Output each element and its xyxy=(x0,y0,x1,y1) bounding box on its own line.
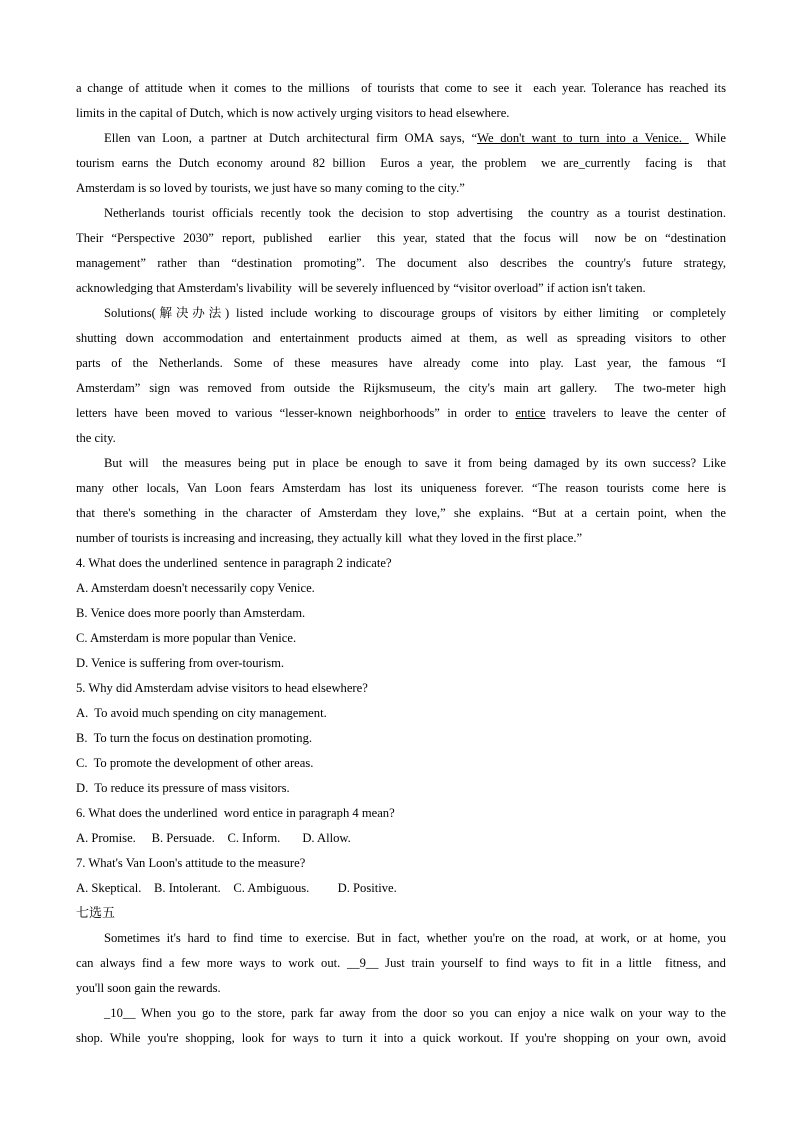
text-segment: Their “Perspective 2030” report, published earlier this year, stated that the focus will now be on “destination xyxy=(76,231,726,245)
text-segment: A. To avoid much spending on city management. xyxy=(76,706,327,720)
text-line xyxy=(76,829,726,854)
text-line xyxy=(76,129,726,154)
text-line xyxy=(76,1004,726,1029)
underlined-text: entice xyxy=(515,406,546,420)
text-line xyxy=(76,1029,726,1054)
text-line xyxy=(76,304,726,329)
text-segment: shutting down accommodation and entertainment products aimed at them, as well as spreading visitors to other xyxy=(76,331,726,345)
underlined-text: We don't want to turn into a Venice. xyxy=(477,131,689,145)
document-page xyxy=(76,79,726,1054)
text-segment: the city. xyxy=(76,431,116,445)
text-segment: parts of the Netherlands. Some of these measures have already come into play. Last year, the famous “I xyxy=(76,356,726,370)
text-line xyxy=(76,229,726,254)
text-line xyxy=(76,379,726,404)
text-line xyxy=(76,654,726,679)
text-line xyxy=(76,629,726,654)
text-segment: management” rather than “destination promoting”. The document also describes the country's future strategy, xyxy=(76,256,726,270)
text-segment: Amsterdam” sign was removed from outside the Rijksmuseum, the city's main art gallery. The two-meter high xyxy=(76,381,726,395)
text-line xyxy=(76,279,726,304)
section-heading xyxy=(76,904,726,929)
text-segment: D. Venice is suffering from over-tourism. xyxy=(76,656,285,670)
text-line xyxy=(76,504,726,529)
text-segment: limits in the capital of Dutch, which is now actively urging visitors to head elsewhere. xyxy=(76,106,510,120)
text-segment: tourism earns the Dutch economy around 82 billion Euros a year, the problem we are_currently facing is that xyxy=(76,156,726,170)
text-segment: you'll soon gain the rewards. xyxy=(76,981,221,995)
text-segment: While xyxy=(688,131,726,145)
text-segment: B. To turn the focus on destination promoting. xyxy=(76,731,313,745)
text-segment: 5. Why did Amsterdam advise visitors to head elsewhere? xyxy=(76,681,368,695)
text-segment: travelers to leave the center of xyxy=(545,406,726,420)
text-segment: many other locals, Van Loon fears Amsterdam has lost its uniqueness forever. “The reason tourists come here is xyxy=(76,481,726,495)
text-line xyxy=(76,204,726,229)
text-line xyxy=(76,579,726,604)
text-segment: that there's something in the character of Amsterdam they love,” she explains. “But at a certain point, when the xyxy=(76,506,726,520)
text-line xyxy=(76,954,726,979)
text-line xyxy=(76,979,726,1004)
text-line xyxy=(76,254,726,279)
text-line xyxy=(76,804,726,829)
text-segment: A. Skeptical. B. Intolerant. C. Ambiguous. D. Positive. xyxy=(76,881,397,895)
text-segment: a change of attitude when it comes to the millions of tourists that come to see it each year. Tolerance has reached its xyxy=(76,81,726,95)
text-line xyxy=(76,604,726,629)
text-line xyxy=(76,779,726,804)
text-segment: 4. What does the underlined sentence in paragraph 2 indicate? xyxy=(76,556,392,570)
text-line xyxy=(76,479,726,504)
text-segment: Ellen van Loon, a partner at Dutch architectural firm OMA says, “ xyxy=(104,131,478,145)
text-segment: can always find a few more ways to work out. xyxy=(76,956,347,970)
text-line xyxy=(76,179,726,204)
text-segment: Sometimes it's hard to find time to exercise. But in fact, whether you're on the road, at work, or at home, you xyxy=(104,931,726,945)
text-segment: 6. What does the underlined word entice in paragraph 4 mean? xyxy=(76,806,395,820)
text-line xyxy=(76,354,726,379)
text-segment: D. To reduce its pressure of mass visitors. xyxy=(76,781,290,795)
text-line xyxy=(76,79,726,104)
text-line xyxy=(76,754,726,779)
text-line xyxy=(76,679,726,704)
text-line xyxy=(76,554,726,579)
text-segment: __9__ xyxy=(346,956,379,970)
text-segment: letters have been moved to various “lesser-known neighborhoods” in order to xyxy=(76,406,516,420)
text-line xyxy=(76,454,726,479)
text-line xyxy=(76,529,726,554)
text-segment: Netherlands tourist officials recently took the decision to stop advertising the country as a tourist destination. xyxy=(104,206,726,220)
text-segment: A. Amsterdam doesn't necessarily copy Venice. xyxy=(76,581,315,595)
text-line xyxy=(76,329,726,354)
text-line xyxy=(76,704,726,729)
text-segment: Amsterdam is so loved by tourists, we just have so many coming to the city.” xyxy=(76,181,465,195)
text-segment: C. Amsterdam is more popular than Venice. xyxy=(76,631,297,645)
text-segment: C. To promote the development of other areas. xyxy=(76,756,314,770)
text-segment: A. Promise. B. Persuade. C. Inform. D. Allow. xyxy=(76,831,351,845)
text-segment: B. Venice does more poorly than Amsterdam. xyxy=(76,606,306,620)
text-segment: _10__ When you go to the store, park far away from the door so you can enjoy a nice walk on your way to the xyxy=(104,1006,726,1020)
text-segment: But will the measures being put in place be enough to save it from being damaged by its own success? Like xyxy=(104,456,726,470)
text-line xyxy=(76,879,726,904)
text-line xyxy=(76,429,726,454)
text-segment: Just train yourself to find ways to fit in a little fitness, and xyxy=(378,956,726,970)
text-segment: 七选五 xyxy=(76,905,116,920)
text-line xyxy=(76,929,726,954)
text-segment: shop. While you're shopping, look for ways to turn it into a quick workout. If you're shopping on your own, avoid xyxy=(76,1031,726,1045)
text-segment: acknowledging that Amsterdam's livability will be severely influenced by “visitor overload” if action isn't taken. xyxy=(76,281,646,295)
text-segment: 7. What's Van Loon's attitude to the measure? xyxy=(76,856,306,870)
text-line xyxy=(76,404,726,429)
text-line xyxy=(76,104,726,129)
text-segment: number of tourists is increasing and increasing, they actually kill what they loved in the first place.” xyxy=(76,531,583,545)
text-line xyxy=(76,729,726,754)
text-line xyxy=(76,154,726,179)
text-line xyxy=(76,854,726,879)
text-segment: Solutions(解决办法) listed include working to discourage groups of visitors by either limiting or completely xyxy=(104,306,726,320)
